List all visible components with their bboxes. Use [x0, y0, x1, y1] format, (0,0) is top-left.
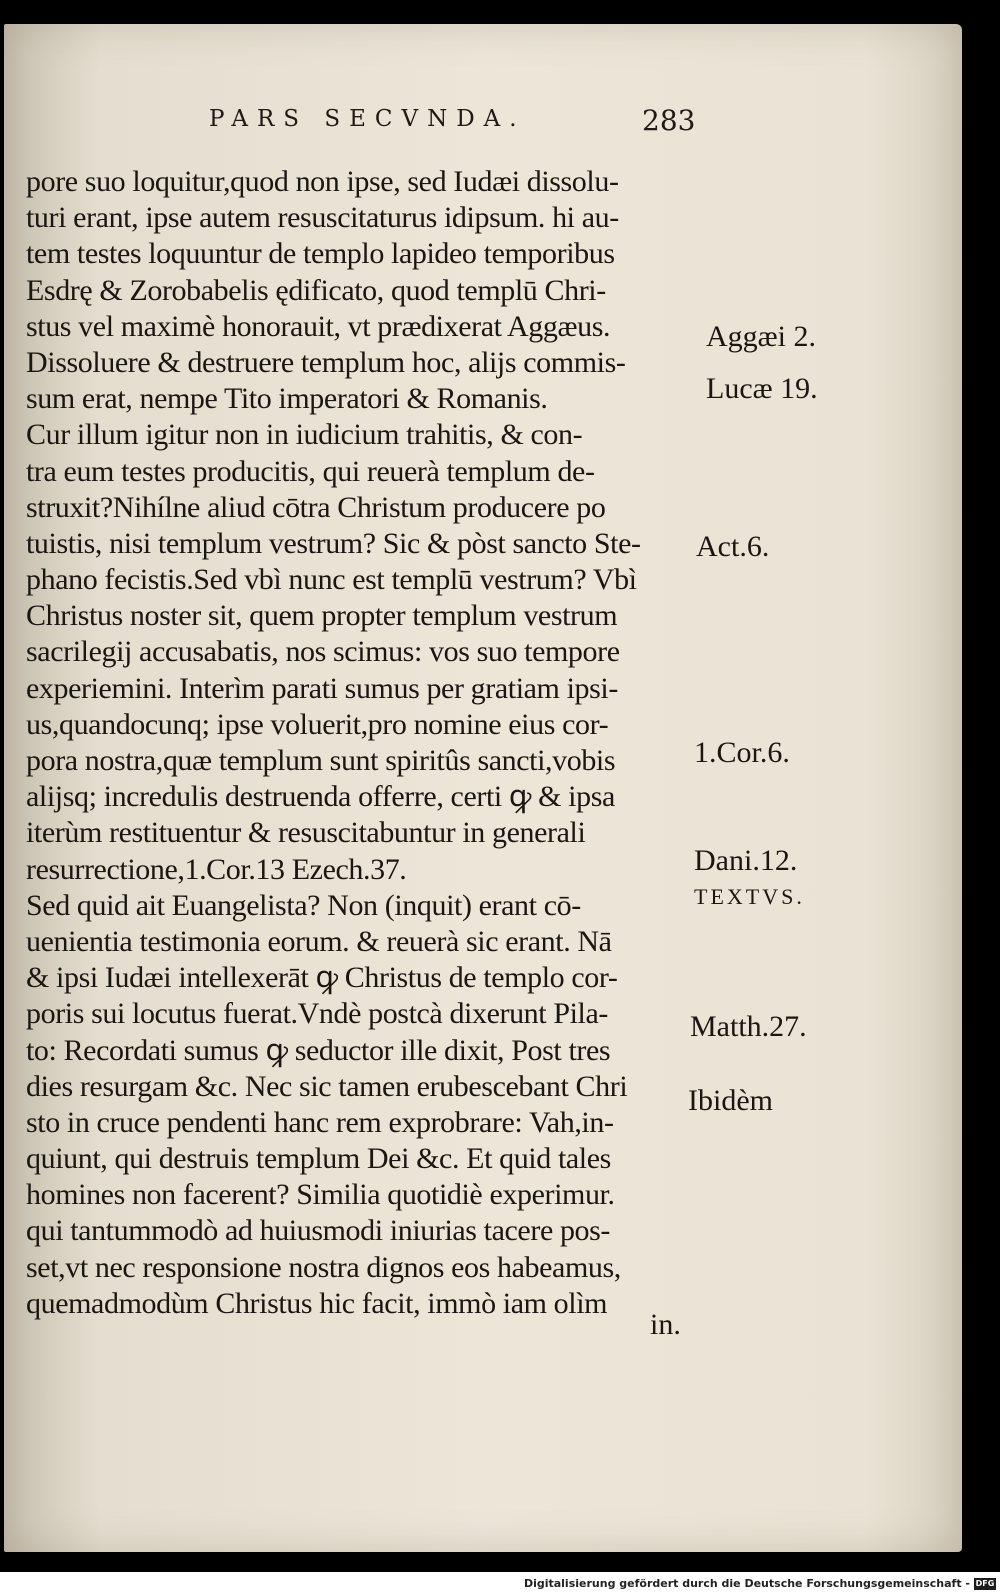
text-line: homines non facerent? Similia quotidiè experimur. — [26, 1178, 615, 1212]
text-line: struxit?Nihílne aliud cōtra Christum producere po — [26, 490, 606, 524]
book-page — [4, 24, 962, 1552]
page-number: 283 — [642, 104, 696, 137]
margin-note: Matth.27. — [690, 1010, 807, 1043]
text-line: & ipsi Iudæi intellexerāt ꝙ Christus de templo cor- — [26, 961, 618, 995]
margin-note: Ibidèm — [688, 1084, 773, 1117]
text-line: alijsq; incredulis destruenda offerre, certi ꝙ & ipsa — [26, 780, 615, 814]
text-line: phano fecistis.Sed vbì nunc est templū vestrum? Vbì — [26, 563, 637, 597]
margin-note: TEXTVS. — [694, 884, 805, 909]
margin-note: 1.Cor.6. — [694, 736, 790, 769]
funding-credit: Digitalisierung gefördert durch die Deutsche Forschungsgemeinschaft - — [523, 1577, 970, 1590]
text-line: turi erant, ipse autem resuscitaturus idipsum. hi au- — [26, 201, 619, 235]
text-line: qui tantummodò ad huiusmodi iniurias tacere pos- — [26, 1214, 611, 1248]
text-line: tuistis, nisi templum vestrum? Sic & pòst sancto Ste- — [26, 526, 641, 560]
margin-note: Dani.12. — [694, 844, 798, 877]
text-line: to: Recordati sumus ꝙ seductor ille dixit, Post tres — [26, 1033, 611, 1067]
text-line: pore suo loquitur,quod non ipse, sed Iudæi dissolu- — [26, 165, 619, 198]
footer-bar — [0, 1572, 1000, 1596]
text-line: quemadmodùm Christus hic facit, immò iam olìm — [26, 1286, 608, 1320]
text-line: Dissoluere & destruere templum hoc, alijs commis- — [26, 345, 626, 379]
text-line: dies resurgam &c. Nec sic tamen erubescebant Chri — [26, 1069, 628, 1103]
text-line: sacrilegij accusabatis, nos scimus: vos suo tempore — [26, 635, 620, 669]
running-title: PARS SECVNDA. — [209, 106, 526, 132]
text-line: Sed quid ait Euangelista? Non (inquit) erant cō- — [26, 888, 581, 922]
catchword: in. — [650, 1308, 681, 1341]
text-line: pora nostra,quæ templum sunt spiritûs sancti,vobis — [26, 744, 616, 777]
text-line: quiunt, qui destruis templum Dei &c. Et quid tales — [26, 1142, 611, 1176]
text-line: us,quandocunq; ipse voluerit,pro nomine eius cor- — [26, 707, 609, 741]
text-line: Christus noster sit, quem propter templum vestrum — [26, 599, 618, 633]
text-line: tem testes loquuntur de templo lapideo temporibus — [26, 237, 615, 271]
text-line: sum erat, nempe Tito imperatori & Romanis. — [26, 382, 548, 416]
text-line: stus vel maximè honorauit, vt prædixerat Aggæus. — [26, 309, 611, 343]
margin-notes — [4, 24, 962, 1552]
dfg-logo-icon: DFG — [975, 1579, 995, 1588]
text-line: tra eum testes producitis, qui reuerà templum de- — [26, 454, 595, 488]
text-line: Esdrę & Zorobabelis ędificato, quod templū Chri- — [26, 273, 606, 307]
text-line: poris sui locutus fuerat.Vndè postcà dixerunt Pila- — [26, 997, 608, 1031]
text-line: resurrectione,1.Cor.13 Ezech.37. — [26, 852, 407, 886]
text-line: sto in cruce pendenti hanc rem exprobrare: Vah,in- — [26, 1105, 614, 1139]
text-line: Cur illum igitur non in iudicium trahitis, & con- — [26, 418, 583, 452]
margin-note: Lucæ 19. — [706, 372, 818, 405]
text-line: uenientia testimonia eorum. & reuerà sic erant. Nā — [26, 924, 612, 958]
text-line: set,vt nec responsione nostra dignos eos habeamus, — [26, 1250, 621, 1284]
text-line: experiemini. Interìm parati sumus per gratiam ipsi- — [26, 671, 618, 705]
text-line: iterùm restituentur & resuscitabuntur in generali — [26, 816, 586, 850]
margin-note: Act.6. — [696, 530, 770, 563]
margin-note: Aggæi 2. — [706, 320, 817, 353]
